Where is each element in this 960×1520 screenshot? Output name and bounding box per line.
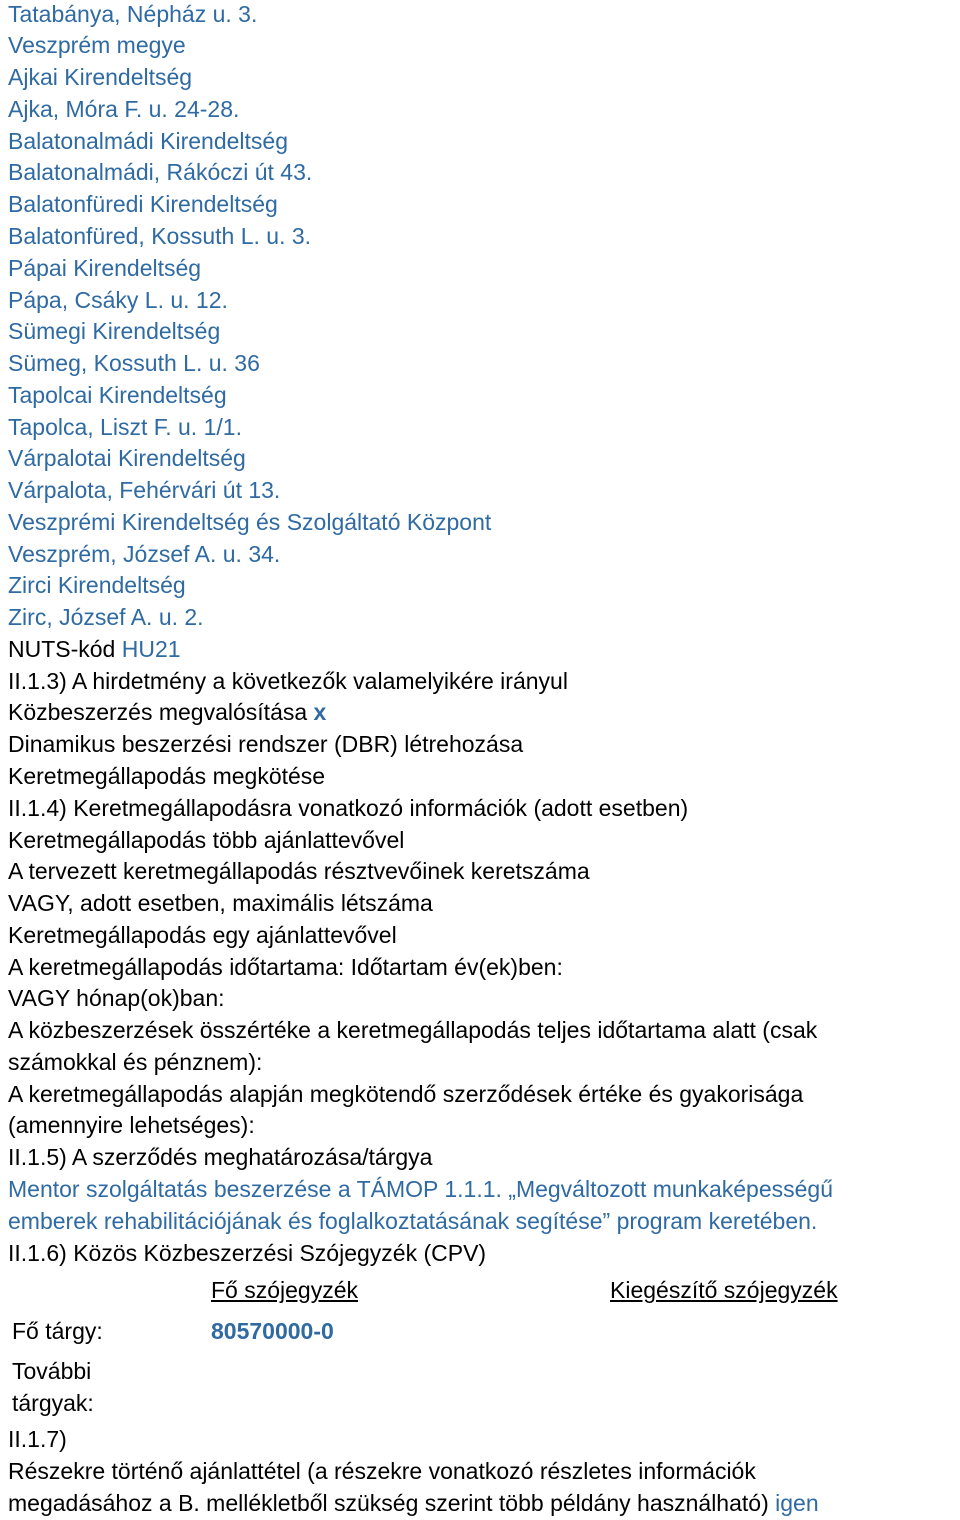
option-label: Közbeszerzés megvalósítása xyxy=(8,699,308,725)
office-address: Zirc, József A. u. 2. xyxy=(8,604,204,630)
office-address: Tapolca, Liszt F. u. 1/1. xyxy=(8,414,242,440)
cpv-other-label: További xyxy=(12,1358,92,1384)
framework-info-line: A keretmegállapodás alapján megkötendő szerződések értéke és gyakorisága xyxy=(8,1081,804,1107)
office-name: Balatonalmádi Kirendeltség xyxy=(8,128,289,154)
lots-text-line xyxy=(8,1489,819,1517)
option-framework: Keretmegállapodás megkötése xyxy=(8,763,326,789)
framework-info-line: VAGY, adott esetben, maximális létszáma xyxy=(8,890,433,916)
office-address: Várpalota, Fehérvári út 13. xyxy=(8,477,281,503)
framework-info-line: Keretmegállapodás több ajánlattevővel xyxy=(8,827,405,853)
office-address: Veszprém, József A. u. 34. xyxy=(8,541,281,567)
framework-info-line: Keretmegállapodás egy ajánlattevővel xyxy=(8,922,397,948)
selected-mark: x xyxy=(313,699,327,725)
section-heading: II.1.6) Közös Közbeszerzési Szójegyzék (CPV) xyxy=(8,1240,487,1266)
office-name: Balatonfüredi Kirendeltség xyxy=(8,191,278,217)
office-name: Pápai Kirendeltség xyxy=(8,255,202,281)
cpv-main-code: 80570000-0 xyxy=(211,1318,334,1344)
office-address: Balatonfüred, Kossuth L. u. 3. xyxy=(8,223,312,249)
section-heading: II.1.7) xyxy=(8,1426,67,1452)
office-address: Tatabánya, Népház u. 3. xyxy=(8,1,258,27)
nuts-value: HU21 xyxy=(121,636,181,662)
section-heading: II.1.3) A hirdetmény a következők valamelyikére irányul xyxy=(8,668,568,694)
contract-subject: emberek rehabilitációjának és foglalkoztatásának segítése” program keretében. xyxy=(8,1208,818,1234)
cpv-main-label: Fő tárgy: xyxy=(12,1318,103,1344)
framework-info-line: számokkal és pénznem): xyxy=(8,1049,263,1075)
office-name: Sümegi Kirendeltség xyxy=(8,318,221,344)
lots-answer: igen xyxy=(775,1490,819,1516)
option-dbr: Dinamikus beszerzési rendszer (DBR) létrehozása xyxy=(8,731,524,757)
framework-info-line: VAGY hónap(ok)ban: xyxy=(8,985,225,1011)
office-address: Pápa, Csáky L. u. 12. xyxy=(8,287,228,313)
office-name: Zirci Kirendeltség xyxy=(8,572,186,598)
office-name: Várpalotai Kirendeltség xyxy=(8,445,246,471)
office-name: Tapolcai Kirendeltség xyxy=(8,382,227,408)
framework-info-line: (amennyire lehetséges): xyxy=(8,1112,255,1138)
lots-text: Részekre történő ajánlattétel (a részekre vonatkozó részletes információk xyxy=(8,1458,756,1484)
section-heading: II.1.5) A szerződés meghatározása/tárgya xyxy=(8,1144,433,1170)
option-public-procurement xyxy=(8,698,326,726)
framework-info-line: A tervezett keretmegállapodás résztvevőinek keretszáma xyxy=(8,858,590,884)
cpv-extra-column-header: Kiegészítő szójegyzék xyxy=(610,1277,838,1303)
office-address: Ajka, Móra F. u. 24-28. xyxy=(8,96,240,122)
cpv-other-label: tárgyak: xyxy=(12,1390,94,1416)
section-heading: II.1.4) Keretmegállapodásra vonatkozó információk (adott esetben) xyxy=(8,795,689,821)
contract-subject: Mentor szolgáltatás beszerzése a TÁMOP 1.1.1. „Megváltozott munkaképességű xyxy=(8,1176,834,1202)
nuts-code-line xyxy=(8,635,181,663)
office-address: Sümeg, Kossuth L. u. 36 xyxy=(8,350,260,376)
county-heading: Veszprém megye xyxy=(8,32,186,58)
framework-info-line: A közbeszerzések összértéke a keretmegállapodás teljes időtartama alatt (csak xyxy=(8,1017,818,1043)
office-address: Balatonalmádi, Rákóczi út 43. xyxy=(8,159,313,185)
lots-text: megadásához a B. mellékletből szükség szerint több példány használható) xyxy=(8,1490,769,1516)
framework-info-line: A keretmegállapodás időtartama: Időtartam év(ek)ben: xyxy=(8,954,563,980)
office-name: Ajkai Kirendeltség xyxy=(8,64,193,90)
office-name: Veszprémi Kirendeltség és Szolgáltató Központ xyxy=(8,509,492,535)
cpv-main-column-header: Fő szójegyzék xyxy=(211,1277,359,1303)
nuts-label: NUTS-kód xyxy=(8,636,116,662)
